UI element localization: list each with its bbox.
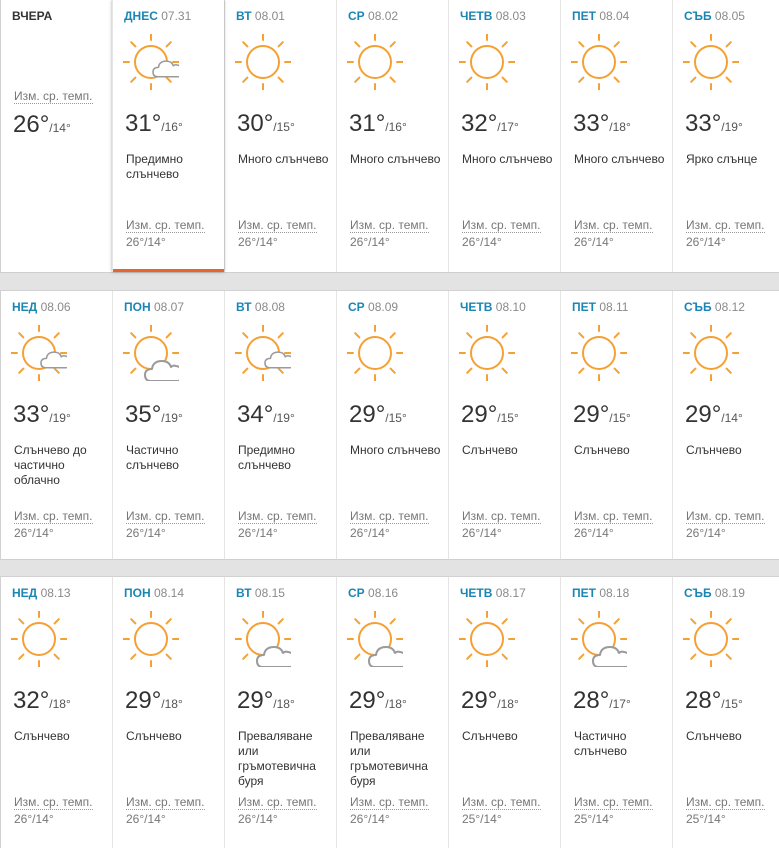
- day-date: 08.03: [495, 9, 526, 23]
- low-temp: /18°: [609, 120, 631, 134]
- historical-average-value: 26°/14°: [238, 526, 278, 540]
- forecast-day-card[interactable]: [112, 577, 224, 848]
- low-temp: /15°: [497, 411, 519, 425]
- day-name: ПЕТ: [572, 586, 596, 600]
- historical-average-value: 26°/14°: [462, 526, 502, 540]
- day-header: [124, 300, 184, 314]
- historical-average: [462, 218, 541, 249]
- historical-average: [238, 509, 317, 540]
- forecast-day-card[interactable]: [448, 291, 560, 559]
- day-date: 08.18: [599, 586, 630, 600]
- day-name: СЪБ: [684, 586, 712, 600]
- day-date: 08.14: [153, 586, 184, 600]
- weather-phrase: Частично слънчево: [126, 443, 179, 472]
- day-date: 08.10: [495, 300, 526, 314]
- historical-average-value: 26°/14°: [350, 812, 390, 826]
- temperature: [349, 401, 407, 429]
- day-name: ПОН: [124, 300, 151, 314]
- day-date: 08.09: [368, 300, 399, 314]
- temperature: [685, 401, 743, 429]
- forecast-day-card[interactable]: [672, 577, 779, 848]
- forecast-day-card[interactable]: [224, 291, 336, 559]
- temperature: [461, 110, 519, 138]
- low-temp: /15°: [385, 411, 407, 425]
- historical-average-label[interactable]: Изм. ср. темп.: [574, 218, 653, 232]
- forecast-day-card-today[interactable]: [112, 0, 224, 272]
- historical-average: [686, 218, 765, 249]
- historical-average: [574, 509, 653, 540]
- forecast-day-card[interactable]: [224, 0, 336, 272]
- forecast-day-card[interactable]: [112, 291, 224, 559]
- day-date: 08.12: [714, 300, 745, 314]
- mostly-sunny-weather-icon: [11, 325, 67, 381]
- historical-average: [126, 509, 205, 540]
- historical-average-label[interactable]: Изм. ср. темп.: [686, 795, 765, 809]
- high-temp: 26°: [13, 111, 50, 138]
- day-header: [460, 300, 526, 314]
- day-header: [348, 9, 398, 23]
- low-temp: /17°: [497, 120, 519, 134]
- high-temp: 29°: [685, 401, 722, 428]
- low-temp: /18°: [161, 697, 183, 711]
- high-temp: 32°: [13, 687, 50, 714]
- low-temp: /18°: [273, 697, 295, 711]
- high-temp: 28°: [573, 687, 610, 714]
- sunny-weather-icon: [683, 325, 739, 381]
- high-temp: 33°: [685, 110, 722, 137]
- historical-average-value: 26°/14°: [686, 235, 726, 249]
- weather-phrase: Слънчево: [126, 729, 182, 743]
- day-header: [124, 9, 191, 23]
- day-name: ПЕТ: [572, 300, 596, 314]
- day-header: [236, 586, 285, 600]
- weather-phrase: Слънчево: [574, 443, 630, 457]
- historical-average: [126, 218, 205, 249]
- historical-average-value: 26°/14°: [238, 235, 278, 249]
- historical-average-value: 26°/14°: [462, 235, 502, 249]
- day-header: [684, 300, 745, 314]
- historical-average-value: 26°/14°: [574, 526, 614, 540]
- high-temp: 29°: [125, 687, 162, 714]
- weather-phrase: Слънчево: [462, 729, 518, 743]
- historical-average-label[interactable]: Изм. ср. темп.: [350, 509, 429, 523]
- high-temp: 29°: [349, 401, 386, 428]
- day-date: 07.31: [161, 9, 192, 23]
- historical-average: [686, 509, 765, 540]
- historical-average: [126, 795, 205, 826]
- day-name: ПОН: [124, 586, 151, 600]
- temperature: [573, 401, 631, 429]
- temperature: [461, 401, 519, 429]
- forecast-day-card[interactable]: [0, 577, 112, 848]
- high-temp: 34°: [237, 401, 274, 428]
- day-date: 08.15: [254, 586, 285, 600]
- day-header: [684, 9, 745, 23]
- low-temp: /19°: [273, 411, 295, 425]
- day-name: СР: [348, 586, 365, 600]
- high-temp: 33°: [573, 110, 610, 137]
- low-temp: /18°: [497, 697, 519, 711]
- sunny-weather-icon: [683, 34, 739, 90]
- high-temp: 28°: [685, 687, 722, 714]
- day-date: 08.08: [254, 300, 285, 314]
- day-date: 08.13: [40, 586, 71, 600]
- temperature: [237, 401, 295, 429]
- temperature: [125, 110, 183, 138]
- historical-average-label[interactable]: Изм. ср. темп.: [462, 509, 541, 523]
- day-name: ВТ: [236, 300, 252, 314]
- forecast-day-card[interactable]: [672, 291, 779, 559]
- high-temp: 31°: [125, 110, 162, 137]
- high-temp: 32°: [461, 110, 498, 137]
- weather-phrase: Много слънчево: [350, 443, 441, 457]
- forecast-day-card[interactable]: [448, 0, 560, 272]
- low-temp: /14°: [721, 411, 743, 425]
- day-name: НЕД: [12, 586, 38, 600]
- weather-phrase: Преваляване или гръмотевична буря: [350, 729, 428, 788]
- historical-average: [14, 509, 93, 540]
- low-temp: /15°: [609, 411, 631, 425]
- low-temp: /15°: [273, 120, 295, 134]
- low-temp: /18°: [49, 697, 71, 711]
- day-name: ЧЕТВ: [460, 586, 493, 600]
- forecast-week-3: [0, 576, 779, 848]
- temperature: [237, 687, 295, 715]
- historical-average-value: 25°/14°: [462, 812, 502, 826]
- forecast-day-card[interactable]: [224, 577, 336, 848]
- mostly-sunny-weather-icon: [123, 34, 179, 90]
- temperature: [685, 687, 743, 715]
- low-temp: /17°: [609, 697, 631, 711]
- temperature: [13, 111, 71, 139]
- temperature: [125, 687, 183, 715]
- sunny-weather-icon: [459, 34, 515, 90]
- historical-average-value: 25°/14°: [686, 812, 726, 826]
- high-temp: 31°: [349, 110, 386, 137]
- sunny-weather-icon: [123, 611, 179, 667]
- day-date: 08.01: [254, 9, 285, 23]
- high-temp: 35°: [125, 401, 162, 428]
- historical-average: [462, 795, 541, 826]
- high-temp: 33°: [13, 401, 50, 428]
- day-name: СР: [348, 9, 365, 23]
- historical-average: [574, 795, 653, 826]
- low-temp: /19°: [721, 120, 743, 134]
- temperature: [573, 687, 631, 715]
- forecast-day-card[interactable]: [560, 577, 672, 848]
- weather-phrase: Преваляване или гръмотевична буря: [238, 729, 316, 788]
- day-header: [348, 586, 398, 600]
- historical-average-label[interactable]: Изм. ср. темп.: [238, 795, 317, 809]
- low-temp: /15°: [721, 697, 743, 711]
- sunny-weather-icon: [683, 611, 739, 667]
- historical-average-value: 26°/14°: [14, 812, 54, 826]
- day-header: [236, 300, 285, 314]
- day-name: ПЕТ: [572, 9, 596, 23]
- day-date: 08.05: [714, 9, 745, 23]
- historical-average: [574, 218, 653, 249]
- temperature: [13, 401, 71, 429]
- weather-phrase: Слънчево: [462, 443, 518, 457]
- low-temp: /19°: [49, 411, 71, 425]
- day-name: НЕД: [12, 300, 38, 314]
- low-temp: /18°: [385, 697, 407, 711]
- historical-average-value: 25°/14°: [574, 812, 614, 826]
- weather-phrase: Слънчево: [14, 729, 70, 743]
- day-header: [572, 586, 629, 600]
- forecast-day-card[interactable]: [560, 0, 672, 272]
- historical-average-label[interactable]: Изм. ср. темп.: [238, 509, 317, 523]
- day-header: [460, 9, 526, 23]
- day-header: [572, 300, 628, 314]
- partly-sunny-weather-icon: [571, 611, 627, 667]
- historical-average: [238, 795, 317, 826]
- day-header: [236, 9, 285, 23]
- day-name: ВТ: [236, 586, 252, 600]
- weather-phrase: Ярко слънце: [686, 152, 758, 166]
- sunny-weather-icon: [459, 611, 515, 667]
- high-temp: 29°: [461, 401, 498, 428]
- partly-sunny-weather-icon: [347, 611, 403, 667]
- historical-average-label[interactable]: Изм. ср. темп.: [686, 509, 765, 523]
- forecast-day-card[interactable]: [336, 291, 448, 559]
- historical-average-label[interactable]: Изм. ср. темп.: [14, 89, 93, 103]
- historical-average: [350, 218, 429, 249]
- temperature: [237, 110, 295, 138]
- historical-average-label[interactable]: Изм. ср. темп.: [574, 509, 653, 523]
- yesterday-card[interactable]: [0, 0, 112, 272]
- historical-average-label[interactable]: Изм. ср. темп.: [14, 509, 93, 523]
- temperature: [13, 687, 71, 715]
- day-header: [348, 300, 398, 314]
- sunny-weather-icon: [571, 34, 627, 90]
- historical-average: [462, 509, 541, 540]
- historical-average-label[interactable]: Изм. ср. темп.: [462, 795, 541, 809]
- day-header: [572, 9, 629, 23]
- weather-phrase: Много слънчево: [350, 152, 441, 166]
- historical-average-label[interactable]: Изм. ср. темп.: [350, 218, 429, 232]
- temperature: [573, 110, 631, 138]
- historical-average-label[interactable]: Изм. ср. темп.: [126, 795, 205, 809]
- day-header: [12, 586, 71, 600]
- day-date: 08.11: [599, 300, 629, 314]
- sunny-weather-icon: [11, 611, 67, 667]
- forecast-week-1: [0, 0, 779, 273]
- low-temp: /19°: [161, 411, 183, 425]
- low-temp: /16°: [161, 120, 183, 134]
- partly-sunny-weather-icon: [123, 325, 179, 381]
- day-name: ЧЕТВ: [460, 300, 493, 314]
- weather-phrase: Частично слънчево: [574, 729, 627, 758]
- historical-average-label[interactable]: Изм. ср. темп.: [574, 795, 653, 809]
- historical-average-value: 26°/14°: [350, 235, 390, 249]
- temperature: [125, 401, 183, 429]
- weather-phrase: Предимно слънчево: [126, 152, 183, 181]
- temperature: [349, 110, 407, 138]
- forecast-week-2: [0, 290, 779, 560]
- day-date: 08.06: [40, 300, 71, 314]
- day-name: СЪБ: [684, 300, 712, 314]
- high-temp: 29°: [573, 401, 610, 428]
- high-temp: 29°: [237, 687, 274, 714]
- day-date: 08.19: [714, 586, 745, 600]
- weather-phrase: Предимно слънчево: [238, 443, 295, 472]
- day-name: ВЧЕРА: [12, 9, 53, 23]
- historical-average-label[interactable]: Изм. ср. темп.: [350, 795, 429, 809]
- historical-average-label[interactable]: Изм. ср. темп.: [462, 218, 541, 232]
- partly-sunny-weather-icon: [235, 611, 291, 667]
- day-date: 08.02: [368, 9, 399, 23]
- historical-average-value: 26°/14°: [126, 235, 166, 249]
- day-header: [12, 300, 71, 314]
- historical-average-value: 26°/14°: [14, 526, 54, 540]
- high-temp: 29°: [461, 687, 498, 714]
- sunny-weather-icon: [347, 325, 403, 381]
- day-date: 08.04: [599, 9, 630, 23]
- weather-phrase: Много слънчево: [462, 152, 553, 166]
- day-date: 08.17: [495, 586, 526, 600]
- temperature: [685, 110, 743, 138]
- sunny-weather-icon: [235, 34, 291, 90]
- low-temp: /14°: [49, 121, 71, 135]
- historical-average-label[interactable]: Изм. ср. темп.: [126, 218, 205, 232]
- weather-phrase: Слънчево до частично облачно: [14, 443, 87, 487]
- historical-average-label[interactable]: Изм. ср. темп.: [686, 218, 765, 232]
- day-date: 08.07: [153, 300, 184, 314]
- day-name: ДНЕС: [124, 9, 158, 23]
- historical-average-value: 26°/14°: [126, 526, 166, 540]
- historical-average: [238, 218, 317, 249]
- historical-average: [350, 795, 429, 826]
- day-date: 08.16: [368, 586, 399, 600]
- day-name: ВТ: [236, 9, 252, 23]
- high-temp: 29°: [349, 687, 386, 714]
- weather-phrase: Слънчево: [686, 729, 742, 743]
- day-name: ЧЕТВ: [460, 9, 493, 23]
- historical-average-label[interactable]: Изм. ср. темп.: [126, 509, 205, 523]
- high-temp: 30°: [237, 110, 274, 137]
- historical-average: [350, 509, 429, 540]
- low-temp: /16°: [385, 120, 407, 134]
- historical-average-label[interactable]: Изм. ср. темп.: [238, 218, 317, 232]
- weather-phrase: Слънчево: [686, 443, 742, 457]
- day-name: СЪБ: [684, 9, 712, 23]
- day-header: [460, 586, 526, 600]
- sunny-weather-icon: [347, 34, 403, 90]
- sunny-weather-icon: [571, 325, 627, 381]
- forecast-day-card[interactable]: [0, 291, 112, 559]
- historical-average-value: 26°/14°: [126, 812, 166, 826]
- historical-average-value: 26°/14°: [350, 526, 390, 540]
- sunny-weather-icon: [459, 325, 515, 381]
- day-header: [124, 586, 184, 600]
- historical-average-value: 26°/14°: [238, 812, 278, 826]
- day-name: СР: [348, 300, 365, 314]
- historical-average-label[interactable]: Изм. ср. темп.: [14, 795, 93, 809]
- weather-phrase: Много слънчево: [238, 152, 329, 166]
- historical-average-value: 26°/14°: [686, 526, 726, 540]
- forecast-day-card[interactable]: [672, 0, 779, 272]
- forecast-day-card[interactable]: [560, 291, 672, 559]
- day-header: [12, 9, 52, 23]
- weather-phrase: Много слънчево: [574, 152, 665, 166]
- forecast-day-card[interactable]: [448, 577, 560, 848]
- historical-average-value: 26°/14°: [574, 235, 614, 249]
- forecast-day-card[interactable]: [336, 577, 448, 848]
- temperature: [349, 687, 407, 715]
- historical-average: [686, 795, 765, 826]
- historical-average: [14, 795, 93, 826]
- forecast-day-card[interactable]: [336, 0, 448, 272]
- day-header: [684, 586, 745, 600]
- temperature: [461, 687, 519, 715]
- mostly-sunny-weather-icon: [235, 325, 291, 381]
